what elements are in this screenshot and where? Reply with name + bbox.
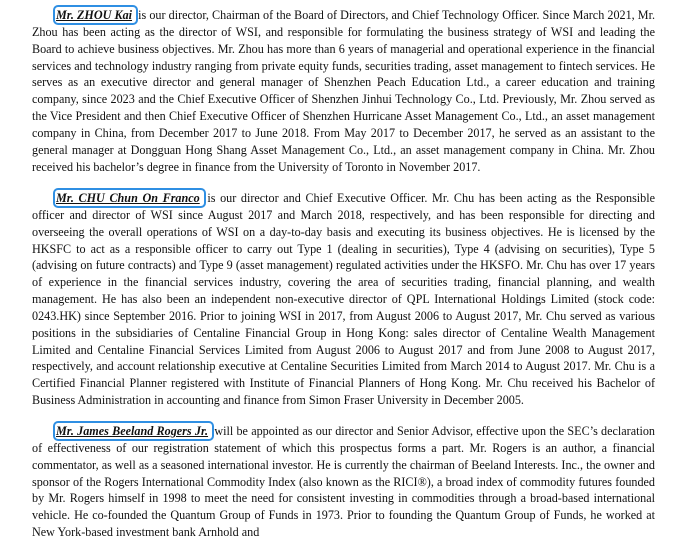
bio-paragraph-chu-chun-on-franco (32, 190, 655, 409)
person-name-james-rogers: Mr. James Beeland Rogers Jr. (56, 424, 211, 438)
bio-text-james-rogers: will be appointed as our director and Senior Advisor, effective upon the SEC’s declaration of effectiveness of our registration statement of which this prospectus forms a part. Mr. Rogers is an author, a financial commentator, as well as a seasoned international investor. He is currently the chairman of Beeland Interests. Inc., the owner and sponsor of the Rogers International Commodity Index (also known as the RICI®), a broad index of commodity futures founded by Mr. Rogers himself in 1998 to meet the need for consistent investing in commodities through a broad-based international vehicle. He co-founded the Quantum Group of Funds in 1973. Prior to founding the Quantum Group of Funds, he worked at New York-based investment bank Arnhold and (32, 424, 655, 540)
person-name-chu-chun-on-franco: Mr. CHU Chun On Franco (56, 191, 203, 205)
bio-paragraph-zhou-kai (32, 7, 655, 175)
bio-text-chu-chun-on-franco: is our director and Chief Executive Officer. Mr. Chu has been acting as the Responsible officer and director of WSI since August 2017 and March 2018, respectively, and has been responsible for directing and overseeing the overall operations of WSI on a day-to-day basis and executing its business objectives. He is licensed by the HKSFC to act as a responsible officer to carry out Type 1 (dealing in securities), Type 4 (advising on securities), Type 5 (advising on future contracts) and Type 9 (asset management) regulated activities under the HKSFO. Mr. Chu has over 17 years of experience in the financial services industry, covering the area of securities trading, financial planning, and wealth management. He has also been an independent non-executive director of QPL International Holdings Limited (stock code: 0243.HK) since September 2016. Prior to joining WSI in 2017, from August 2006 to August 2017, Mr. Chu served as various positions in the subsidiaries of Centaline Financial Group in Hong Kong: sales director of Centaline Wealth Management Limited and Centaline Financial Services Limited from August 2006 to August 2017 and from June 2008 to August 2017, respectively, and account relationship executive at Centaline Securities Limited from March 2014 to August 2017. Mr. Chu is a Certified Financial Planner registered with Institute of Financial Planners of Hong Kong. Mr. Chu received his Bachelor of Business Administration in accounting and finance from Simon Fraser University in December 2005. (32, 191, 656, 408)
person-name-zhou-kai: Mr. ZHOU Kai (56, 8, 135, 22)
bio-text-zhou-kai: is our director, Chairman of the Board of Directors, and Chief Technology Officer. Since March 2021, Mr. Zhou has been acting as the director of WSI, and responsible for formulating the business strategy of WSI and leading the Board to achieve business objectives. Mr. Zhou has more than 6 years of managerial and operational experience in the financial services and technology industry ranging from private equity funds, securities trading, asset management to fintech services. He serves as an executive director and general manager of Shenzhen Peach Education Ltd., a career education and training company, since 2023 and the Chief Executive Officer of Shenzhen Jinhui Technology Co., Ltd. Previously, Mr. Zhou served as the Vice President and then Chief Executive Officer of Shenzhen Hurricane Asset Management Co., Ltd., an asset management company in China, from December 2017 to June 2018. From May 2017 to December 2017, he served as an assistant to the general manager at Dongguan Hong Shang Asset Management Co., Ltd., an asset management company in China. Mr. Zhou received his bachelor’s degree in finance from the University of Toronto in November 2017. (32, 8, 655, 174)
bio-paragraph-james-rogers (32, 423, 655, 541)
